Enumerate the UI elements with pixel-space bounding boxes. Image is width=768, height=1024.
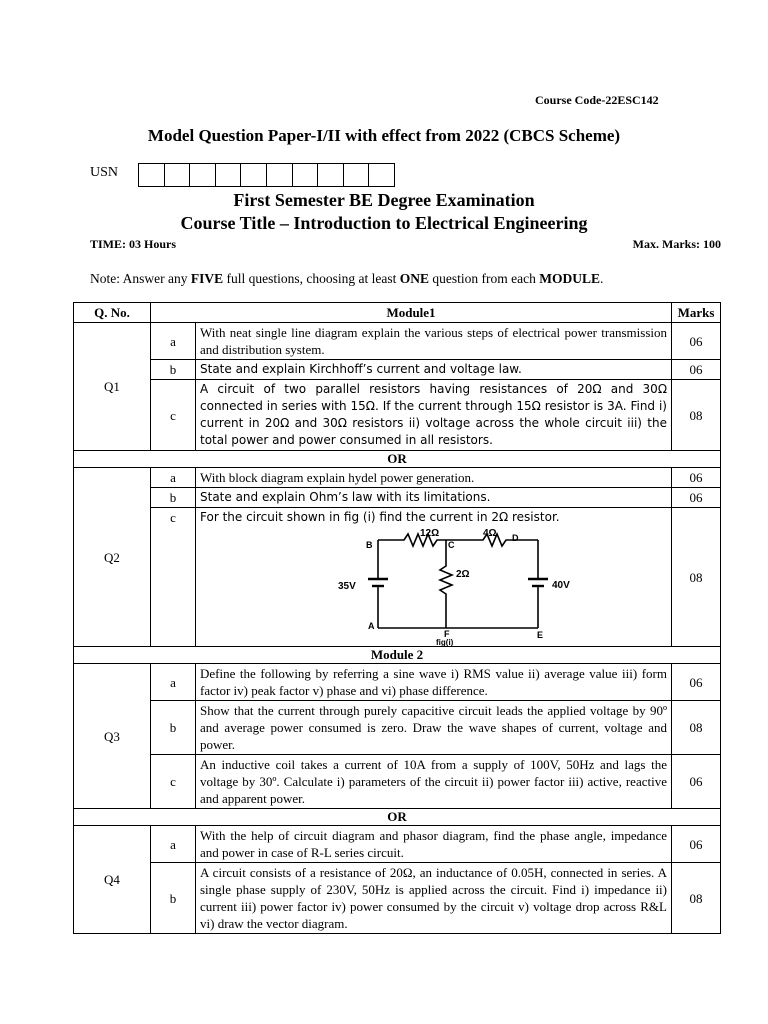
- question-marks: 06: [672, 468, 721, 488]
- node-b: B: [366, 540, 373, 550]
- question-marks: 06: [672, 323, 721, 360]
- sub-question-letter: c: [151, 508, 196, 647]
- table-row: [74, 664, 721, 701]
- question-marks: 06: [672, 664, 721, 701]
- sub-question-letter: a: [151, 323, 196, 360]
- question-text: A circuit consists of a resistance of 20Ω, an inductance of 0.05H, connected in series. A single phase supply of 230V, 50Hz is applied across the circuit. Find i) impedance ii) current iii) power factor iv) power consumed by the circuit v) voltage drop across R&L vi) draw the vector diagram.: [196, 863, 672, 934]
- col-qno-header: Q. No.: [74, 303, 151, 323]
- or-divider: OR: [74, 809, 721, 826]
- usn-box: [267, 163, 293, 187]
- question-marks: 06: [672, 360, 721, 380]
- or-row: [74, 451, 721, 468]
- question-marks: 08: [672, 380, 721, 451]
- course-title: Course Title – Introduction to Electrical Engineering: [180, 213, 588, 233]
- label-40v: 40V: [552, 580, 570, 591]
- node-a: A: [368, 621, 375, 631]
- table-row: [74, 468, 721, 488]
- course-code: Course Code-22ESC142: [535, 93, 659, 107]
- node-f: F: [444, 629, 450, 639]
- node-c: C: [448, 540, 455, 550]
- table-row: [74, 863, 721, 934]
- table-row: [74, 826, 721, 863]
- question-text: With block diagram explain hydel power generation.: [196, 468, 672, 488]
- usn-box: [318, 163, 344, 187]
- circuit-diagram: [328, 526, 628, 646]
- question-text: A circuit of two parallel resistors having resistances of 20Ω and 30Ω connected in series with 15Ω. If the current through 15Ω resistor is 3A. Find i) current in 20Ω and 30Ω resistors ii) voltage across the whole circuit iii) the total power and power consumed in all resistors.: [196, 380, 672, 451]
- question-number: Q1: [74, 323, 151, 451]
- label-2-ohm: 2Ω: [456, 569, 470, 580]
- question-text: For the circuit shown in fig (i) find the current in 2Ω resistor.: [200, 510, 560, 524]
- sub-question-letter: b: [151, 863, 196, 934]
- table-row: [74, 380, 721, 451]
- usn-boxes: [138, 163, 395, 187]
- note-text: question from each: [429, 271, 540, 286]
- table-row: [74, 508, 721, 647]
- sub-question-letter: a: [151, 664, 196, 701]
- node-d: D: [512, 533, 519, 543]
- note-text: Note: Answer any: [90, 271, 191, 286]
- table-row: [74, 755, 721, 809]
- table-row: [74, 701, 721, 755]
- module-row: [74, 647, 721, 664]
- question-text: An inductive coil takes a current of 10A from a supply of 100V, 50Hz and lags the voltage by 30º. Calculate i) parameters of the circuit ii) power factor iii) active, reactive and apparent power.: [196, 755, 672, 809]
- label-4-ohm: 4Ω: [483, 528, 497, 539]
- page-title: Model Question Paper-I/II with effect from 2022 (CBCS Scheme): [147, 126, 621, 145]
- question-marks: 06: [672, 826, 721, 863]
- max-marks: Max. Marks: 100: [632, 237, 721, 251]
- usn-box: [241, 163, 267, 187]
- sub-question-letter: a: [151, 826, 196, 863]
- question-marks: 08: [672, 701, 721, 755]
- question-number: Q3: [74, 664, 151, 809]
- question-text: State and explain Kirchhoff’s current and voltage law.: [196, 360, 672, 380]
- sub-question-letter: a: [151, 468, 196, 488]
- table-row: [74, 360, 721, 380]
- question-number: Q2: [74, 468, 151, 647]
- usn-label: USN: [90, 165, 119, 180]
- label-35v: 35V: [338, 581, 356, 592]
- node-e: E: [537, 630, 544, 640]
- sub-question-letter: b: [151, 488, 196, 508]
- or-row: [74, 809, 721, 826]
- question-marks: 06: [672, 755, 721, 809]
- question-number: Q4: [74, 826, 151, 934]
- question-text: Define the following by referring a sine wave i) RMS value ii) average value iii) form factor iv) peak factor v) phase and vi) phase difference.: [196, 664, 672, 701]
- usn-box: [216, 163, 242, 187]
- table-row: [74, 488, 721, 508]
- usn-box: [293, 163, 319, 187]
- note-emphasis: FIVE: [190, 271, 224, 286]
- figure-caption: fig(i): [436, 638, 454, 646]
- question-text: State and explain Ohm’s law with its limitations.: [196, 488, 672, 508]
- question-text: Show that the current through purely capacitive circuit leads the applied voltage by 90º and average power consumed is zero. Draw the wave shapes of current, voltage and power.: [196, 701, 672, 755]
- question-text: With the help of circuit diagram and phasor diagram, find the phase angle, impedance and power in case of R-L series circuit.: [196, 826, 672, 863]
- exam-title: First Semester BE Degree Examination: [233, 190, 535, 210]
- usn-box: [139, 163, 165, 187]
- question-marks: 08: [672, 863, 721, 934]
- sub-question-letter: b: [151, 360, 196, 380]
- usn-box: [344, 163, 370, 187]
- usn-box: [165, 163, 191, 187]
- question-text: With neat single line diagram explain the various steps of electrical power transmission and distribution system.: [196, 323, 672, 360]
- col-marks-header: Marks: [672, 303, 721, 323]
- sub-question-letter: c: [151, 380, 196, 451]
- note-emphasis: ONE: [399, 271, 429, 286]
- note-emphasis: MODULE: [539, 271, 600, 286]
- module-2-heading: Module 2: [74, 647, 721, 664]
- question-cell-with-figure: [196, 508, 672, 647]
- resistor-2-ohm: [440, 540, 452, 628]
- usn-box: [190, 163, 216, 187]
- label-12-ohm: 12Ω: [420, 528, 440, 539]
- question-marks: 08: [672, 508, 721, 647]
- note-text: full questions, choosing at least: [223, 271, 400, 286]
- question-marks: 06: [672, 488, 721, 508]
- usn-box: [369, 163, 395, 187]
- note-text: .: [599, 271, 604, 286]
- table-header-row: [74, 303, 721, 323]
- or-divider: OR: [74, 451, 721, 468]
- sub-question-letter: b: [151, 701, 196, 755]
- instruction-note: [90, 271, 603, 287]
- table-row: [74, 323, 721, 360]
- exam-time: TIME: 03 Hours: [90, 237, 177, 251]
- col-module-header: Module1: [151, 303, 672, 323]
- question-table: [73, 302, 721, 934]
- sub-question-letter: c: [151, 755, 196, 809]
